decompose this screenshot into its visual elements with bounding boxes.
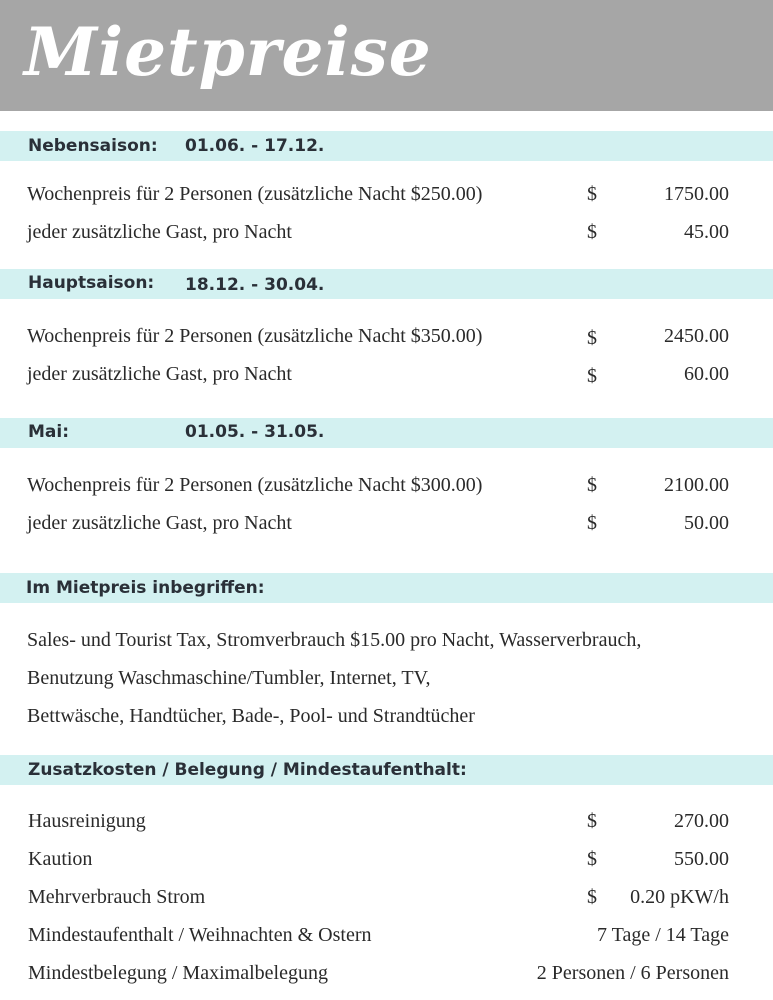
included-line: Benutzung Waschmaschine/Tumbler, Internet, TV, — [27, 667, 431, 689]
extras-header — [0, 755, 773, 785]
extras-row-label: Mindestbelegung / Maximalbelegung — [28, 962, 328, 984]
page-title: Mietpreise — [24, 13, 432, 91]
extras-row-value: 7 Tage / 14 Tage — [597, 924, 729, 946]
extras-row-value: 2 Personen / 6 Personen — [536, 962, 729, 984]
price-row-amount: 45.00 — [684, 221, 729, 243]
price-row-label: Wochenpreis für 2 Personen (zusätzliche Nacht $350.00) — [27, 325, 483, 347]
extras-row-label: Mindestaufenthalt / Weihnachten & Ostern — [28, 924, 372, 946]
season-dates: 01.05. - 31.05. — [185, 422, 325, 442]
currency-symbol: $ — [587, 848, 597, 870]
price-row-amount: 50.00 — [684, 512, 729, 534]
extras-row-label: Hausreinigung — [28, 810, 146, 832]
extras-heading: Zusatzkosten / Belegung / Mindestaufenthalt: — [28, 760, 467, 780]
currency-symbol: $ — [587, 474, 597, 496]
extras-row-label: Kaution — [28, 848, 93, 870]
extras-row-amount: 550.00 — [674, 848, 729, 870]
season-header-hauptsaison — [0, 269, 773, 299]
season-header-mai — [0, 418, 773, 448]
header-banner — [0, 0, 773, 111]
extras-row-label: Mehrverbrauch Strom — [28, 886, 206, 908]
price-row-label: jeder zusätzliche Gast, pro Nacht — [27, 363, 292, 385]
currency-symbol: $ — [587, 183, 597, 205]
price-row-label: Wochenpreis für 2 Personen (zusätzliche Nacht $250.00) — [27, 183, 483, 205]
season-dates: 01.06. - 17.12. — [185, 136, 325, 156]
season-name: Hauptsaison: — [28, 273, 155, 293]
included-header — [0, 573, 773, 603]
included-heading: Im Mietpreis inbegriffen: — [26, 578, 265, 598]
season-dates: 18.12. - 30.04. — [185, 275, 325, 295]
price-row-label: Wochenpreis für 2 Personen (zusätzliche Nacht $300.00) — [27, 474, 483, 496]
price-row-amount: 2450.00 — [664, 325, 729, 347]
currency-symbol: $ — [587, 365, 597, 387]
currency-symbol: $ — [587, 221, 597, 243]
currency-symbol: $ — [587, 327, 597, 349]
season-header-nebensaison — [0, 131, 773, 161]
price-row-amount: 60.00 — [684, 363, 729, 385]
currency-symbol: $ — [587, 810, 597, 832]
price-row-amount: 1750.00 — [664, 183, 729, 205]
included-line: Bettwäsche, Handtücher, Bade-, Pool- und Strandtücher — [27, 705, 475, 727]
season-name: Mai: — [28, 422, 70, 442]
currency-symbol: $ — [587, 886, 597, 908]
price-row-label: jeder zusätzliche Gast, pro Nacht — [27, 221, 292, 243]
included-line: Sales- und Tourist Tax, Stromverbrauch $15.00 pro Nacht, Wasserverbrauch, — [27, 629, 642, 651]
price-row-amount: 2100.00 — [664, 474, 729, 496]
currency-symbol: $ — [587, 512, 597, 534]
price-row-label: jeder zusätzliche Gast, pro Nacht — [27, 512, 292, 534]
extras-row-amount: 0.20 pKW/h — [630, 886, 729, 908]
extras-row-amount: 270.00 — [674, 810, 729, 832]
season-name: Nebensaison: — [28, 136, 158, 156]
